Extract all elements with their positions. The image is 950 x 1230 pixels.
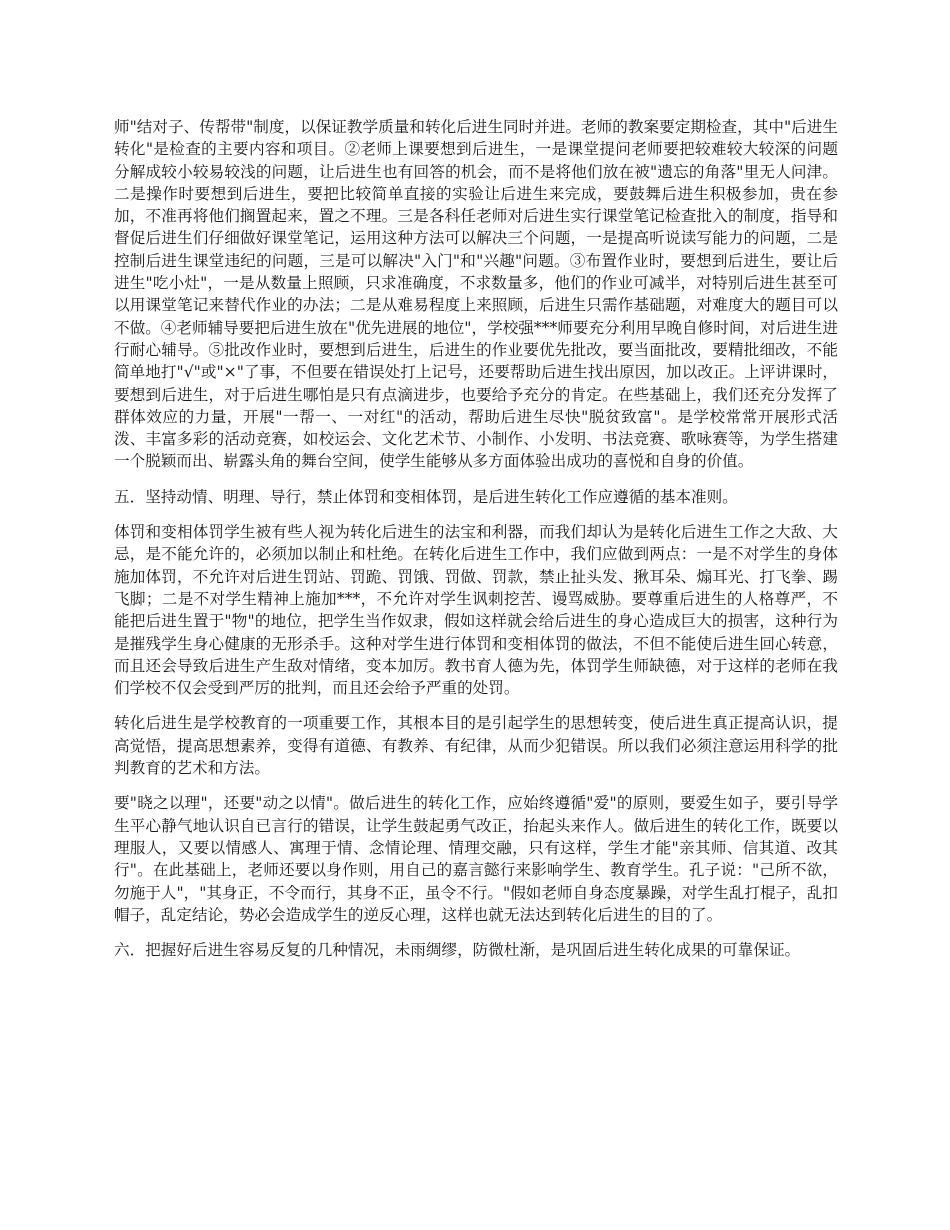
paragraph-no-corporal-punishment: 体罚和变相体罚学生被有些人视为转化后进生的法宝和利器，而我们却认为是转化后进生工作之大敌、大忌，是不能允许的，必须加以制止和杜绝。在转化后进生工作中，我们应做到两点：一是不对学生的身体施加体罚，不允许对后进生罚站、罚跪、罚饿、罚做、罚款，禁止扯头发、揪耳朵、煽耳光、打飞拳、踢飞脚；二是不对学生精神上施加***，不允许对学生讽刺挖苦、谩骂威胁。要尊重后进生的人格尊严，不能把后进生置于"物"的地位，把学生当作奴隶，假如这样就会给后进生的身心造成巨大的损害，这种行为是摧残学生身心健康的无形杀手。这种对学生进行体罚和变相体罚的做法，不但不能使后进生回心转意，而且还会导致后进生产生敌对情绪，变本加厉。教书育人德为先，体罚学生师缺德，对于这样的老师在我们学校不仅会受到严厉的批判，而且还会给予严重的处罚。 [114, 523, 838, 698]
document-body [114, 116, 838, 974]
section-heading-six: 六．把握好后进生容易反复的几种情况，未雨绸缪，防微杜渐，是巩固后进生转化成果的可靠保证。 [114, 941, 801, 960]
paragraph-teaching-measures: 师"结对子、传帮带"制度，以保证教学质量和转化后进生同时并进。老师的教案要定期检查，其中"后进生转化"是检查的主要内容和项目。②老师上课要想到后进生，一是课堂提问老师要把较难较大较深的问题分解成较小较易较浅的问题，让后进生也有回答的机会，而不是将他们放在被"遗忘的角落"里无人问津。二是操作时要想到后进生，要把比较简单直接的实验让后进生来完成，要鼓舞后进生积极参加，贵在参加，不准再将他们搁置起来，置之不理。三是各科任老师对后进生实行课堂笔记检查批入的制度，指导和督促后进生们仔细做好课堂笔记，运用这种方法可以解决三个问题，一是提高听说读写能力的问题，二是控制后进生课堂违纪的问题，三是可以解决"入门"和"兴趣"问题。③布置作业时，要想到后进生，要让后进生"吃小灶"，一是从数量上照顾，只求准确度，不求数量多，他们的作业可减半，对特别后进生甚至可以用课堂笔记来替代作业的办法；二是从难易程度上来照顾，后进生只需作基础题，对难度大的题目可以不做。④老师辅导要把后进生放在"优先进展的地位"，学校强***师要充分利用早晚自修时间，对后进生进行耐心辅导。⑤批改作业时，要想到后进生，后进生的作业要优先批改，要当面批改，要精批细改，不能简单地打"√"或"×"了事，不但要在错误处打上记号，还要帮助后进生找出原因，加以改正。上评讲课时，要想到后进生，对于后进生哪怕是只有点滴进步，也要给予充分的肯定。在些基础上，我们还充分发挥了群体效应的力量，开展"一帮一、一对红"的活动，帮助后进生尽快"脱贫致富"。是学校常常开展形式活泼、丰富多彩的活动竞赛，如校运会、文化艺术节、小制作、小发明、书法竞赛、歌咏赛等，为学生搭建一个脱颖而出、崭露头角的舞台空间，使学生能够从多方面体验出成功的喜悦和自身的价值。 [114, 118, 838, 471]
paragraph-transformation-purpose: 转化后进生是学校教育的一项重要工作，其根本目的是引起学生的思想转变，使后进生真正提高认识，提高觉悟，提高思想素养，变得有道德、有教养、有纪律，从而少犯错误。所以我们必须注意运用科学的批判教育的艺术和方法。 [114, 714, 838, 778]
paragraph-reason-and-emotion: 要"晓之以理"，还要"动之以情"。做后进生的转化工作，应始终遵循"爱"的原则，要爱生如子，要引导学生平心静气地认识自已言行的错误，让学生鼓起勇气改正，抬起头来作人。做后进生的转化工作，既要以理服人，又要以情感人、寓理于情、念情论理、情理交融，只有这样，学生才能"亲其师、信其道、改其行"。在此基础上，老师还要以身作则，用自己的嘉言懿行来影响学生、教育学生。孔子说："己所不欲，勿施于人"，"其身正，不令而行，其身不正，虽令不行。"假如老师自身态度暴躁，对学生乱打棍子，乱扣帽子，乱定结论，势必会造成学生的逆反心理，这样也就无法达到转化后进生的目的了。 [114, 794, 838, 924]
section-heading-five: 五．坚持动情、明理、导行，禁止体罚和变相体罚，是后进生转化工作应遵循的基本准则。 [114, 487, 738, 506]
